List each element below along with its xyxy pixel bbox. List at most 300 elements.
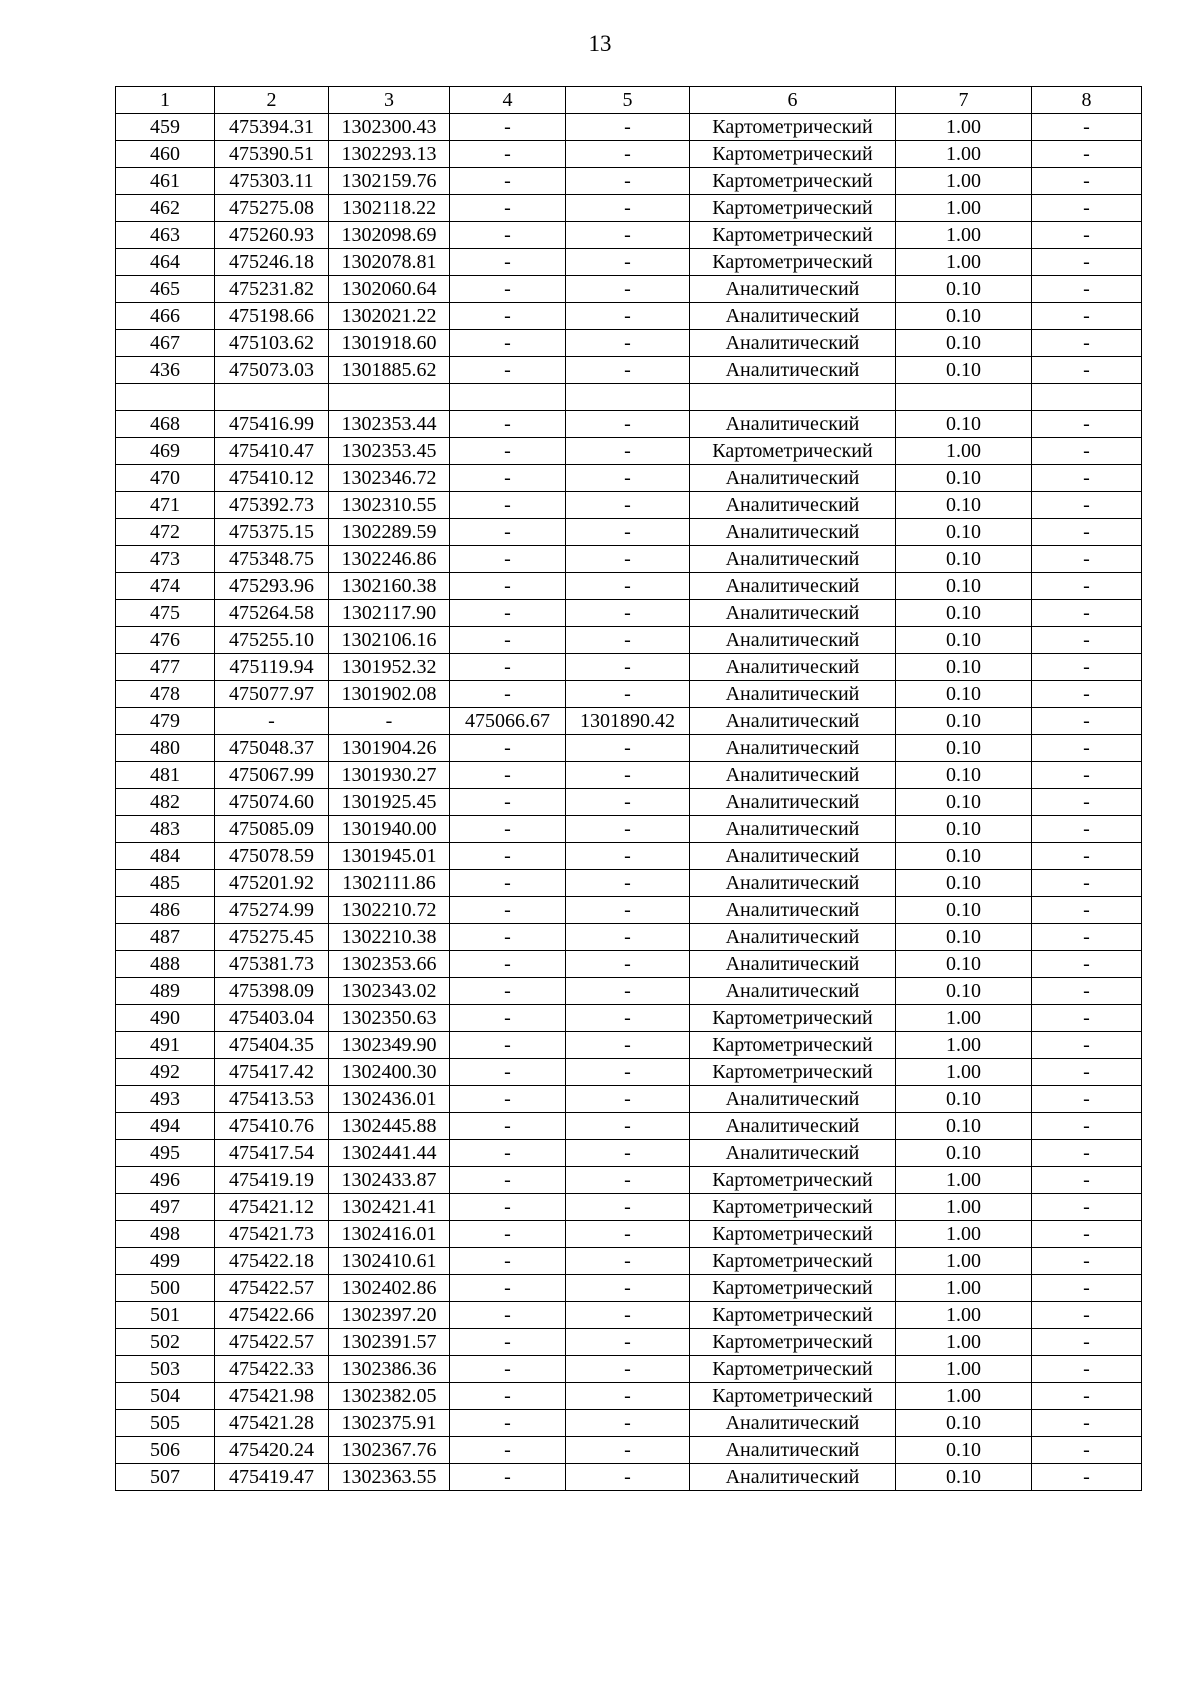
y-coordinate-cell: 1302363.55: [329, 1464, 450, 1491]
description-cell: -: [1032, 438, 1142, 465]
point-number-cell: 462: [116, 195, 215, 222]
point-number-cell: 461: [116, 168, 215, 195]
accuracy-cell: 0.10: [896, 789, 1032, 816]
y-new-cell: -: [566, 627, 690, 654]
x-new-cell: -: [450, 1329, 566, 1356]
y-new-cell: -: [566, 330, 690, 357]
description-cell: -: [1032, 681, 1142, 708]
x-coordinate-cell: 475421.28: [215, 1410, 329, 1437]
accuracy-cell: 1.00: [896, 1221, 1032, 1248]
x-coordinate-cell: 475074.60: [215, 789, 329, 816]
point-number-cell: 475: [116, 600, 215, 627]
method-cell: Аналитический: [690, 303, 896, 330]
table-row: [116, 681, 1142, 708]
x-coordinate-cell: 475421.98: [215, 1383, 329, 1410]
accuracy-cell: 1.00: [896, 141, 1032, 168]
x-new-cell: -: [450, 168, 566, 195]
description-cell: -: [1032, 1356, 1142, 1383]
table-row: [116, 141, 1142, 168]
y-new-cell: -: [566, 1032, 690, 1059]
description-cell: -: [1032, 924, 1142, 951]
y-coordinate-cell: 1302349.90: [329, 1032, 450, 1059]
accuracy-cell: 0.10: [896, 654, 1032, 681]
y-coordinate-cell: 1301930.27: [329, 762, 450, 789]
x-coordinate-cell: 475119.94: [215, 654, 329, 681]
x-new-cell: -: [450, 924, 566, 951]
y-coordinate-cell: [329, 384, 450, 411]
x-new-cell: -: [450, 1059, 566, 1086]
y-coordinate-cell: 1302416.01: [329, 1221, 450, 1248]
description-cell: -: [1032, 816, 1142, 843]
y-coordinate-cell: 1302118.22: [329, 195, 450, 222]
y-new-cell: -: [566, 654, 690, 681]
accuracy-cell: 1.00: [896, 1302, 1032, 1329]
x-coordinate-cell: 475348.75: [215, 546, 329, 573]
y-new-cell: -: [566, 465, 690, 492]
x-new-cell: -: [450, 249, 566, 276]
y-coordinate-cell: 1301945.01: [329, 843, 450, 870]
table-row: [116, 384, 1142, 411]
x-coordinate-cell: -: [215, 708, 329, 735]
point-number-cell: 459: [116, 114, 215, 141]
description-cell: -: [1032, 249, 1142, 276]
accuracy-cell: 0.10: [896, 1464, 1032, 1491]
y-new-cell: -: [566, 1356, 690, 1383]
description-cell: -: [1032, 1167, 1142, 1194]
y-new-cell: -: [566, 897, 690, 924]
method-cell: Аналитический: [690, 762, 896, 789]
description-cell: -: [1032, 1275, 1142, 1302]
y-coordinate-cell: 1302160.38: [329, 573, 450, 600]
accuracy-cell: 0.10: [896, 357, 1032, 384]
y-new-cell: -: [566, 735, 690, 762]
x-coordinate-cell: 475404.35: [215, 1032, 329, 1059]
method-cell: Аналитический: [690, 897, 896, 924]
y-new-cell: -: [566, 1383, 690, 1410]
y-coordinate-cell: 1302375.91: [329, 1410, 450, 1437]
method-cell: Аналитический: [690, 600, 896, 627]
y-new-cell: -: [566, 681, 690, 708]
point-number-cell: 481: [116, 762, 215, 789]
method-cell: Аналитический: [690, 654, 896, 681]
description-cell: -: [1032, 1005, 1142, 1032]
point-number-cell: 478: [116, 681, 215, 708]
method-cell: Аналитический: [690, 951, 896, 978]
description-cell: -: [1032, 654, 1142, 681]
y-coordinate-cell: 1302433.87: [329, 1167, 450, 1194]
description-cell: -: [1032, 195, 1142, 222]
x-new-cell: -: [450, 1140, 566, 1167]
accuracy-cell: 1.00: [896, 1248, 1032, 1275]
x-coordinate-cell: 475419.47: [215, 1464, 329, 1491]
x-coordinate-cell: 475103.62: [215, 330, 329, 357]
accuracy-cell: 1.00: [896, 1275, 1032, 1302]
description-cell: -: [1032, 1059, 1142, 1086]
x-coordinate-cell: 475421.12: [215, 1194, 329, 1221]
description-cell: -: [1032, 1248, 1142, 1275]
y-new-cell: -: [566, 519, 690, 546]
point-number-cell: 497: [116, 1194, 215, 1221]
accuracy-cell: 0.10: [896, 573, 1032, 600]
point-number-cell: 477: [116, 654, 215, 681]
table-row: [116, 438, 1142, 465]
y-coordinate-cell: 1302310.55: [329, 492, 450, 519]
y-coordinate-cell: 1302382.05: [329, 1383, 450, 1410]
x-coordinate-cell: 475275.08: [215, 195, 329, 222]
x-coordinate-cell: 475410.12: [215, 465, 329, 492]
description-cell: -: [1032, 1194, 1142, 1221]
point-number-cell: 466: [116, 303, 215, 330]
point-number-cell: 482: [116, 789, 215, 816]
y-coordinate-cell: 1302367.76: [329, 1437, 450, 1464]
x-coordinate-cell: 475422.33: [215, 1356, 329, 1383]
method-cell: Аналитический: [690, 816, 896, 843]
method-cell: Картометрический: [690, 1248, 896, 1275]
description-cell: -: [1032, 1140, 1142, 1167]
method-cell: Картометрический: [690, 1059, 896, 1086]
accuracy-cell: 0.10: [896, 978, 1032, 1005]
accuracy-cell: 0.10: [896, 276, 1032, 303]
y-new-cell: -: [566, 1194, 690, 1221]
y-new-cell: 1301890.42: [566, 708, 690, 735]
table-row: [116, 1167, 1142, 1194]
point-number-cell: 463: [116, 222, 215, 249]
y-coordinate-cell: 1302386.36: [329, 1356, 450, 1383]
x-new-cell: -: [450, 303, 566, 330]
point-number-cell: 480: [116, 735, 215, 762]
y-new-cell: -: [566, 141, 690, 168]
y-coordinate-cell: 1302111.86: [329, 870, 450, 897]
accuracy-cell: 0.10: [896, 492, 1032, 519]
table-row: [116, 951, 1142, 978]
table-body: [116, 114, 1142, 1491]
x-new-cell: -: [450, 1086, 566, 1113]
x-coordinate-cell: 475416.99: [215, 411, 329, 438]
method-cell: Картометрический: [690, 222, 896, 249]
y-coordinate-cell: 1302353.44: [329, 411, 450, 438]
y-coordinate-cell: 1301925.45: [329, 789, 450, 816]
x-coordinate-cell: 475073.03: [215, 357, 329, 384]
x-new-cell: -: [450, 735, 566, 762]
table-row: [116, 303, 1142, 330]
x-new-cell: -: [450, 600, 566, 627]
table-row: [116, 762, 1142, 789]
x-coordinate-cell: 475303.11: [215, 168, 329, 195]
x-coordinate-cell: 475419.19: [215, 1167, 329, 1194]
y-coordinate-cell: 1302343.02: [329, 978, 450, 1005]
y-coordinate-cell: 1301885.62: [329, 357, 450, 384]
x-new-cell: -: [450, 114, 566, 141]
x-coordinate-cell: 475381.73: [215, 951, 329, 978]
method-cell: Аналитический: [690, 1464, 896, 1491]
table-row: [116, 411, 1142, 438]
y-coordinate-cell: 1302402.86: [329, 1275, 450, 1302]
x-new-cell: -: [450, 1221, 566, 1248]
accuracy-cell: 0.10: [896, 762, 1032, 789]
method-cell: [690, 384, 896, 411]
description-cell: -: [1032, 789, 1142, 816]
column-header: 2: [215, 87, 329, 114]
description-cell: -: [1032, 627, 1142, 654]
x-coordinate-cell: 475398.09: [215, 978, 329, 1005]
x-coordinate-cell: 475422.57: [215, 1275, 329, 1302]
y-coordinate-cell: 1302289.59: [329, 519, 450, 546]
x-new-cell: -: [450, 1383, 566, 1410]
table-row: [116, 465, 1142, 492]
point-number-cell: 507: [116, 1464, 215, 1491]
y-new-cell: -: [566, 1221, 690, 1248]
method-cell: Аналитический: [690, 1410, 896, 1437]
y-new-cell: -: [566, 789, 690, 816]
y-coordinate-cell: 1302410.61: [329, 1248, 450, 1275]
table-row: [116, 978, 1142, 1005]
x-new-cell: -: [450, 897, 566, 924]
description-cell: -: [1032, 492, 1142, 519]
table-row: [116, 1194, 1142, 1221]
point-number-cell: 483: [116, 816, 215, 843]
accuracy-cell: 0.10: [896, 519, 1032, 546]
coordinates-table: [115, 86, 1142, 1491]
y-coordinate-cell: 1302210.72: [329, 897, 450, 924]
table-row: [116, 600, 1142, 627]
method-cell: Аналитический: [690, 1140, 896, 1167]
accuracy-cell: 0.10: [896, 1086, 1032, 1113]
x-coordinate-cell: 475067.99: [215, 762, 329, 789]
accuracy-cell: 1.00: [896, 1329, 1032, 1356]
y-new-cell: -: [566, 1275, 690, 1302]
y-coordinate-cell: 1302117.90: [329, 600, 450, 627]
method-cell: Картометрический: [690, 1275, 896, 1302]
table-row: [116, 1329, 1142, 1356]
y-new-cell: -: [566, 1113, 690, 1140]
table-row: [116, 1383, 1142, 1410]
y-coordinate-cell: 1302078.81: [329, 249, 450, 276]
method-cell: Картометрический: [690, 1221, 896, 1248]
table-row: [116, 627, 1142, 654]
table-row: [116, 1464, 1142, 1491]
x-new-cell: -: [450, 519, 566, 546]
point-number-cell: 476: [116, 627, 215, 654]
method-cell: Картометрический: [690, 168, 896, 195]
x-new-cell: -: [450, 627, 566, 654]
column-header: 5: [566, 87, 690, 114]
y-new-cell: -: [566, 816, 690, 843]
y-coordinate-cell: 1302441.44: [329, 1140, 450, 1167]
accuracy-cell: 0.10: [896, 816, 1032, 843]
table-row: [116, 1410, 1142, 1437]
x-coordinate-cell: 475421.73: [215, 1221, 329, 1248]
y-new-cell: -: [566, 924, 690, 951]
method-cell: Аналитический: [690, 870, 896, 897]
y-coordinate-cell: 1302397.20: [329, 1302, 450, 1329]
y-new-cell: -: [566, 276, 690, 303]
x-coordinate-cell: 475198.66: [215, 303, 329, 330]
table-row: [116, 222, 1142, 249]
y-new-cell: -: [566, 1140, 690, 1167]
point-number-cell: 487: [116, 924, 215, 951]
point-number-cell: 492: [116, 1059, 215, 1086]
point-number-cell: 505: [116, 1410, 215, 1437]
accuracy-cell: 0.10: [896, 411, 1032, 438]
method-cell: Картометрический: [690, 195, 896, 222]
table-row: [116, 924, 1142, 951]
y-new-cell: [566, 384, 690, 411]
x-new-cell: -: [450, 195, 566, 222]
point-number-cell: 465: [116, 276, 215, 303]
x-new-cell: -: [450, 411, 566, 438]
description-cell: -: [1032, 870, 1142, 897]
point-number-cell: 472: [116, 519, 215, 546]
x-coordinate-cell: 475085.09: [215, 816, 329, 843]
point-number-cell: 506: [116, 1437, 215, 1464]
point-number-cell: 496: [116, 1167, 215, 1194]
accuracy-cell: 0.10: [896, 1140, 1032, 1167]
table-row: [116, 330, 1142, 357]
table-row: [116, 897, 1142, 924]
table-row: [116, 492, 1142, 519]
accuracy-cell: 0.10: [896, 870, 1032, 897]
point-number-cell: 468: [116, 411, 215, 438]
point-number-cell: 467: [116, 330, 215, 357]
table-row: [116, 1302, 1142, 1329]
x-coordinate-cell: 475417.42: [215, 1059, 329, 1086]
x-coordinate-cell: [215, 384, 329, 411]
description-cell: -: [1032, 1086, 1142, 1113]
description-cell: -: [1032, 573, 1142, 600]
x-coordinate-cell: 475394.31: [215, 114, 329, 141]
accuracy-cell: 0.10: [896, 627, 1032, 654]
point-number-cell: 493: [116, 1086, 215, 1113]
accuracy-cell: 0.10: [896, 708, 1032, 735]
page-number: 13: [588, 31, 612, 56]
x-coordinate-cell: 475078.59: [215, 843, 329, 870]
x-coordinate-cell: 475410.76: [215, 1113, 329, 1140]
y-coordinate-cell: 1302106.16: [329, 627, 450, 654]
description-cell: -: [1032, 843, 1142, 870]
x-coordinate-cell: 475422.18: [215, 1248, 329, 1275]
method-cell: Аналитический: [690, 1437, 896, 1464]
method-cell: Аналитический: [690, 924, 896, 951]
x-new-cell: -: [450, 1437, 566, 1464]
description-cell: -: [1032, 114, 1142, 141]
y-new-cell: -: [566, 1059, 690, 1086]
description-cell: -: [1032, 897, 1142, 924]
x-coordinate-cell: 475255.10: [215, 627, 329, 654]
y-coordinate-cell: 1302346.72: [329, 465, 450, 492]
x-new-cell: -: [450, 573, 566, 600]
y-new-cell: -: [566, 1302, 690, 1329]
table-row: [116, 1221, 1142, 1248]
column-header: 6: [690, 87, 896, 114]
method-cell: Аналитический: [690, 546, 896, 573]
point-number-cell: 484: [116, 843, 215, 870]
table-row: [116, 870, 1142, 897]
table-row: [116, 1275, 1142, 1302]
y-new-cell: -: [566, 762, 690, 789]
y-coordinate-cell: 1302021.22: [329, 303, 450, 330]
y-coordinate-cell: 1302210.38: [329, 924, 450, 951]
x-new-cell: -: [450, 465, 566, 492]
x-new-cell: -: [450, 1005, 566, 1032]
x-new-cell: -: [450, 1167, 566, 1194]
y-coordinate-cell: 1301940.00: [329, 816, 450, 843]
y-new-cell: -: [566, 168, 690, 195]
description-cell: -: [1032, 600, 1142, 627]
accuracy-cell: 0.10: [896, 735, 1032, 762]
y-new-cell: -: [566, 1437, 690, 1464]
y-new-cell: -: [566, 249, 690, 276]
y-coordinate-cell: 1302350.63: [329, 1005, 450, 1032]
table-row: [116, 546, 1142, 573]
description-cell: -: [1032, 762, 1142, 789]
y-coordinate-cell: -: [329, 708, 450, 735]
y-new-cell: -: [566, 411, 690, 438]
y-new-cell: -: [566, 1086, 690, 1113]
method-cell: Картометрический: [690, 249, 896, 276]
accuracy-cell: 0.10: [896, 681, 1032, 708]
point-number-cell: [116, 384, 215, 411]
y-new-cell: -: [566, 357, 690, 384]
point-number-cell: 490: [116, 1005, 215, 1032]
method-cell: Аналитический: [690, 681, 896, 708]
accuracy-cell: 1.00: [896, 195, 1032, 222]
y-new-cell: -: [566, 1464, 690, 1491]
description-cell: -: [1032, 978, 1142, 1005]
header-row: [116, 87, 1142, 114]
column-header: 4: [450, 87, 566, 114]
x-new-cell: -: [450, 222, 566, 249]
method-cell: Аналитический: [690, 573, 896, 600]
accuracy-cell: 0.10: [896, 330, 1032, 357]
y-new-cell: -: [566, 546, 690, 573]
table-row: [116, 168, 1142, 195]
y-new-cell: -: [566, 222, 690, 249]
accuracy-cell: 0.10: [896, 924, 1032, 951]
point-number-cell: 485: [116, 870, 215, 897]
accuracy-cell: 1.00: [896, 168, 1032, 195]
point-number-cell: 491: [116, 1032, 215, 1059]
description-cell: -: [1032, 357, 1142, 384]
accuracy-cell: 1.00: [896, 1167, 1032, 1194]
x-coordinate-cell: 475231.82: [215, 276, 329, 303]
method-cell: Аналитический: [690, 357, 896, 384]
point-number-cell: 501: [116, 1302, 215, 1329]
point-number-cell: 504: [116, 1383, 215, 1410]
description-cell: -: [1032, 1410, 1142, 1437]
x-coordinate-cell: 475201.92: [215, 870, 329, 897]
point-number-cell: 436: [116, 357, 215, 384]
description-cell: -: [1032, 951, 1142, 978]
point-number-cell: 502: [116, 1329, 215, 1356]
accuracy-cell: [896, 384, 1032, 411]
y-coordinate-cell: 1302246.86: [329, 546, 450, 573]
y-new-cell: -: [566, 1410, 690, 1437]
table-row: [116, 276, 1142, 303]
method-cell: Картометрический: [690, 1005, 896, 1032]
description-cell: -: [1032, 1329, 1142, 1356]
y-new-cell: -: [566, 303, 690, 330]
method-cell: Аналитический: [690, 708, 896, 735]
point-number-cell: 460: [116, 141, 215, 168]
point-number-cell: 494: [116, 1113, 215, 1140]
y-new-cell: -: [566, 1167, 690, 1194]
y-coordinate-cell: 1302060.64: [329, 276, 450, 303]
x-new-cell: -: [450, 1464, 566, 1491]
x-new-cell: -: [450, 357, 566, 384]
y-coordinate-cell: 1301918.60: [329, 330, 450, 357]
y-new-cell: -: [566, 1248, 690, 1275]
method-cell: Аналитический: [690, 843, 896, 870]
